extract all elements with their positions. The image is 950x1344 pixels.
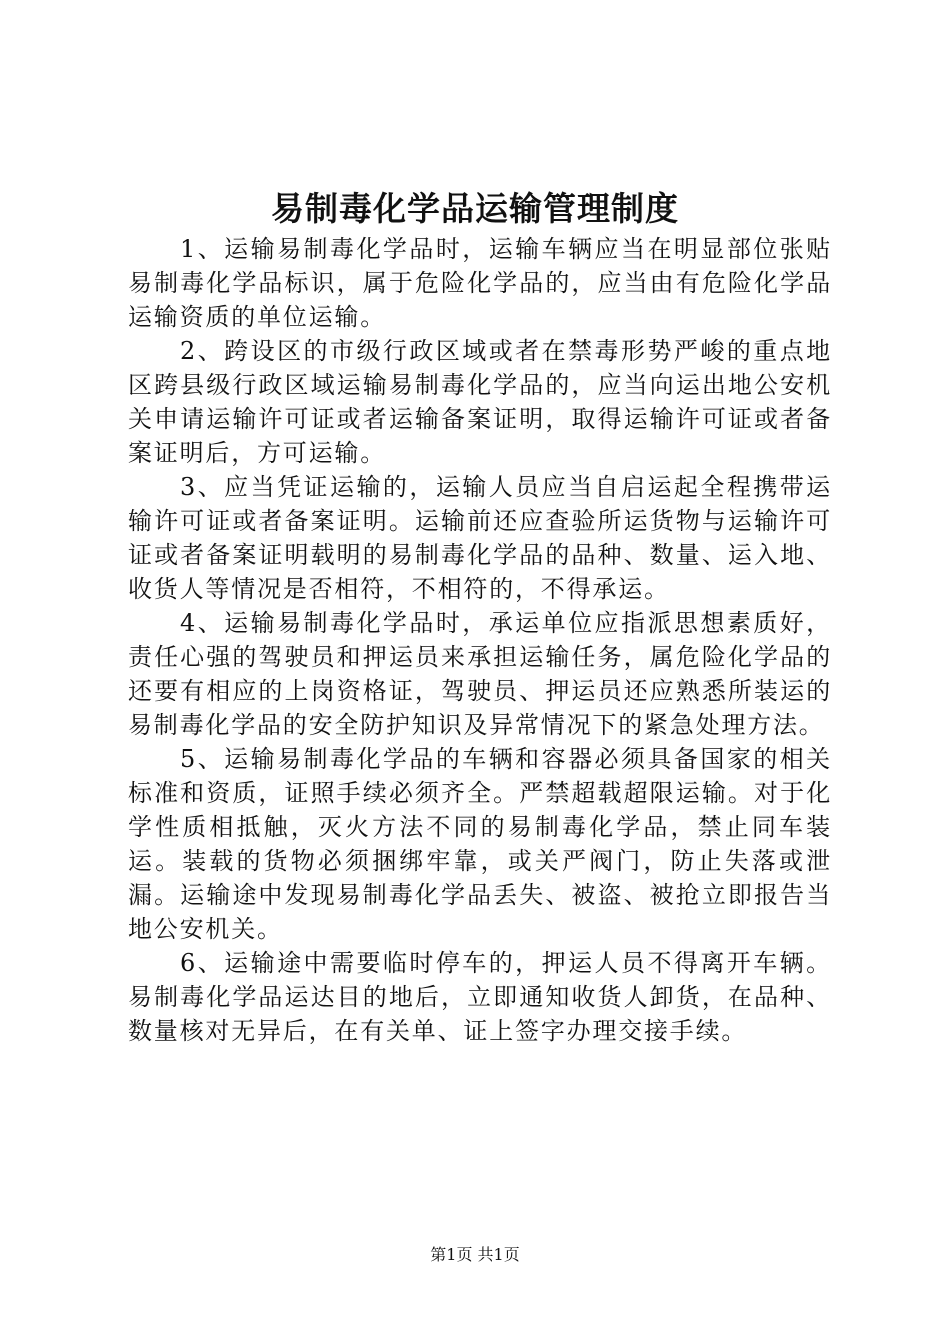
document-body xyxy=(128,232,832,1048)
paragraph-1: 1、运输易制毒化学品时，运输车辆应当在明显部位张贴易制毒化学品标识，属于危险化学品的，应当由有危险化学品运输资质的单位运输。 xyxy=(128,235,832,331)
page-number-footer: 第1页 共1页 xyxy=(430,1245,520,1264)
paragraph-3: 3、应当凭证运输的，运输人员应当自启运起全程携带运输许可证或者备案证明。运输前还应查验所运货物与运输许可证或者备案证明载明的易制毒化学品的品种、数量、运入地、收货人等情况是否相符，不相符的，不得承运。 xyxy=(128,473,832,603)
paragraph-4: 4、运输易制毒化学品时，承运单位应指派思想素质好，责任心强的驾驶员和押运员来承担运输任务，属危险化学品的还要有相应的上岗资格证，驾驶员、押运员还应熟悉所装运的易制毒化学品的安全防护知识及异常情况下的紧急处理方法。 xyxy=(128,609,832,739)
paragraph-5: 5、运输易制毒化学品的车辆和容器必须具备国家的相关标准和资质，证照手续必须齐全。严禁超载超限运输。对于化学性质相抵触，灭火方法不同的易制毒化学品，禁止同车装运。装载的货物必须捆绑牢靠，或关严阀门，防止失落或泄漏。运输途中发现易制毒化学品丢失、被盗、被抢立即报告当地公安机关。 xyxy=(128,745,832,943)
document-title: 易制毒化学品运输管理制度 xyxy=(271,189,679,228)
paragraph-6: 6、运输途中需要临时停车的，押运人员不得离开车辆。易制毒化学品运达目的地后，立即通知收货人卸货，在品种、数量核对无异后，在有关单、证上签字办理交接手续。 xyxy=(128,949,832,1045)
paragraph-2: 2、跨设区的市级行政区域或者在禁毒形势严峻的重点地区跨县级行政区域运输易制毒化学品的，应当向运出地公安机关申请运输许可证或者运输备案证明，取得运输许可证或者备案证明后，方可运输。 xyxy=(128,337,832,467)
